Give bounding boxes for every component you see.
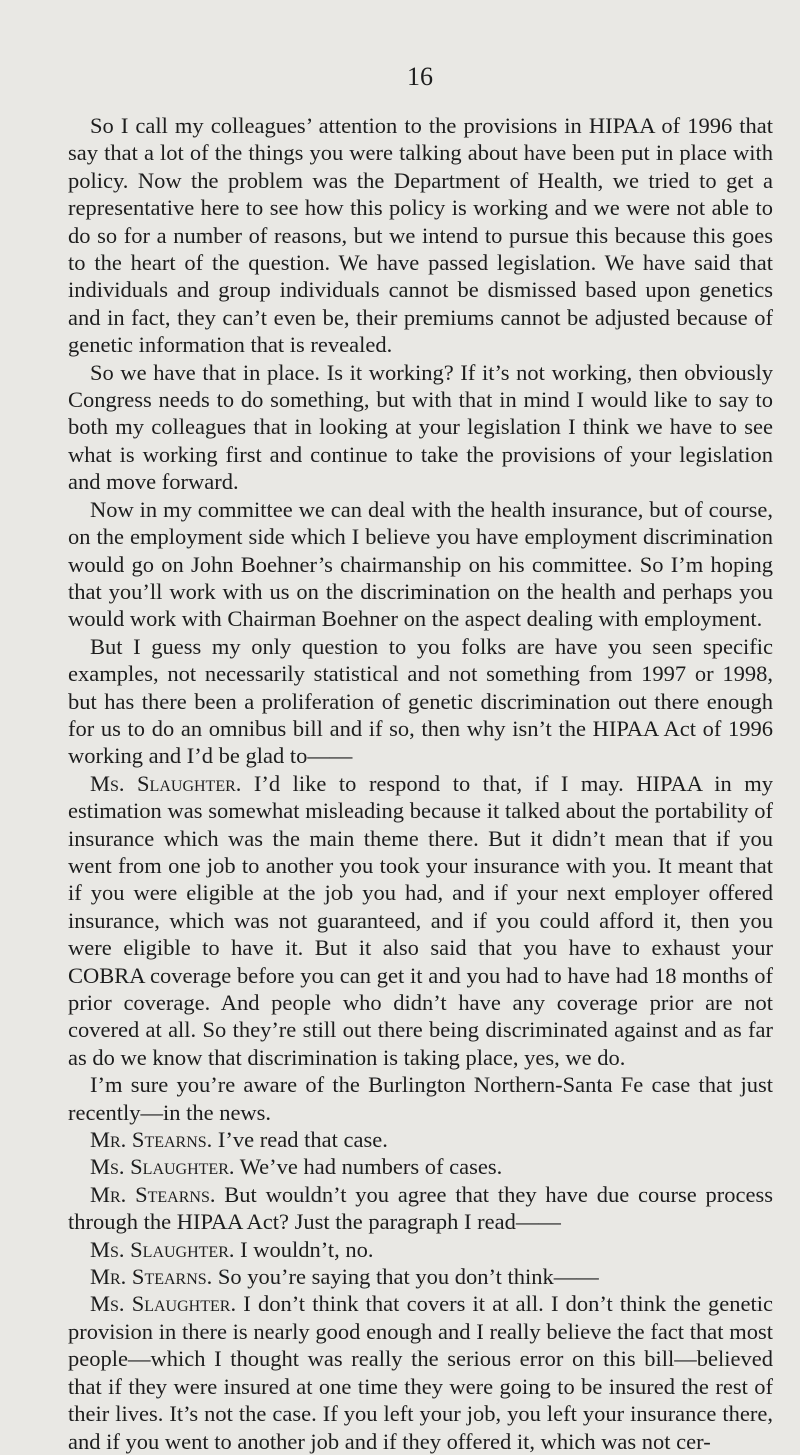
paragraph-8 <box>68 1153 773 1180</box>
paragraph-1 <box>68 112 773 359</box>
paragraph-10 <box>68 1236 773 1263</box>
paragraph-text: I don’t think that covers it at all. I don’t think the genetic provision in there is nearly good enough and I really believe the fact that most people—which I thought was really the serious error on this bill—believed that if they were insured at one time they were going to be insured the rest of their lives. It’s not the case. If you left your job, you left your insurance there, and if you went to another job and if they offered it, which was not cer- <box>68 1291 773 1454</box>
paragraph-text: Now in my committee we can deal with the health insurance, but of course, on the employment side which I believe you have employment discrimination would go on John Boehner’s chairmanship on his committee. So I’m hoping that you’ll work with us on the discrimination on the health and perhaps you would work with Chairman Boehner on the aspect dealing with employment. <box>68 496 773 632</box>
speaker-label: Mr. Stearns. <box>90 1181 216 1207</box>
speaker-label: Mr. Stearns. <box>90 1264 213 1290</box>
paragraph-text: So you’re saying that you don’t think—— <box>212 1264 599 1290</box>
paragraph-3 <box>68 496 773 633</box>
speaker-label: Ms. Slaughter. <box>90 1154 235 1180</box>
paragraph-9 <box>68 1181 773 1236</box>
paragraph-text: We’ve had numbers of cases. <box>234 1154 503 1180</box>
paragraph-7 <box>68 1126 773 1153</box>
paragraph-text: I wouldn’t, no. <box>234 1236 374 1262</box>
paragraph-text: I’m sure you’re aware of the Burlington Northern-Santa Fe case that just recently—in the news. <box>68 1072 773 1125</box>
document-body <box>68 112 773 1455</box>
paragraph-4 <box>68 633 773 770</box>
paragraph-text: So we have that in place. Is it working? If it’s not working, then obviously Congress needs to do something, but with that in mind I would like to say to both my colleagues that in looking at your legislation I think we have to see what is working first and continue to take the provisions of your legislation and move forward. <box>68 359 773 495</box>
speaker-label: Ms. Slaughter. <box>90 1236 235 1262</box>
speaker-label: Mr. Stearns. <box>90 1127 213 1153</box>
page-number: 16 <box>407 62 433 91</box>
paragraph-text: I’ve read that case. <box>212 1127 388 1153</box>
paragraph-text: So I call my colleagues’ attention to the provisions in HIPAA of 1996 that say that a lot of the things you were talking about have been put in place with policy. Now the problem was the Department of Health, we tried to get a representative here to see how this policy is working and we were not able to do so for a number of reasons, but we intend to pursue this because this goes to the heart of the question. We have passed legislation. We have said that individuals and group individuals cannot be dismissed based upon genetics and in fact, they can’t even be, their premiums cannot be adjusted because of genetic information that is revealed. <box>68 113 773 358</box>
paragraph-text: But wouldn’t you agree that they have due course process through the HIPAA Act? Just the paragraph I read—— <box>68 1181 774 1235</box>
paragraph-5 <box>68 770 773 1071</box>
paragraph-12 <box>68 1290 773 1454</box>
paragraph-11 <box>68 1263 773 1290</box>
speaker-label: Ms. Slaughter. <box>90 770 242 796</box>
speaker-label: Ms. Slaughter. <box>90 1291 237 1317</box>
paragraph-6 <box>68 1071 773 1126</box>
paragraph-text: But I guess my only question to you folks are have you seen specific examples, not necessarily statistical and not something from 1997 or 1998, but has there been a proliferation of genetic discrimination out there enough for us to do an omnibus bill and if so, then why isn’t the HIPAA Act of 1996 working and I’d be glad to—— <box>68 633 773 769</box>
paragraph-2 <box>68 359 773 496</box>
paragraph-text: I’d like to respond to that, if I may. HIPAA in my estimation was somewhat misleading because it talked about the portability of insurance which was the main theme there. But it didn’t mean that if you went from one job to another you took your insurance with you. It meant that if you were eligible at the job you had, and if your next employer offered insurance, which was not guaranteed, and if you could afford it, then you were eligible to have it. But it also said that you have to exhaust your COBRA coverage before you can get it and you had to have had 18 months of prior coverage. And people who didn’t have any coverage prior are not covered at all. So they’re still out there being discriminated against and as far as do we know that discrimination is taking place, yes, we do. <box>68 770 773 1070</box>
